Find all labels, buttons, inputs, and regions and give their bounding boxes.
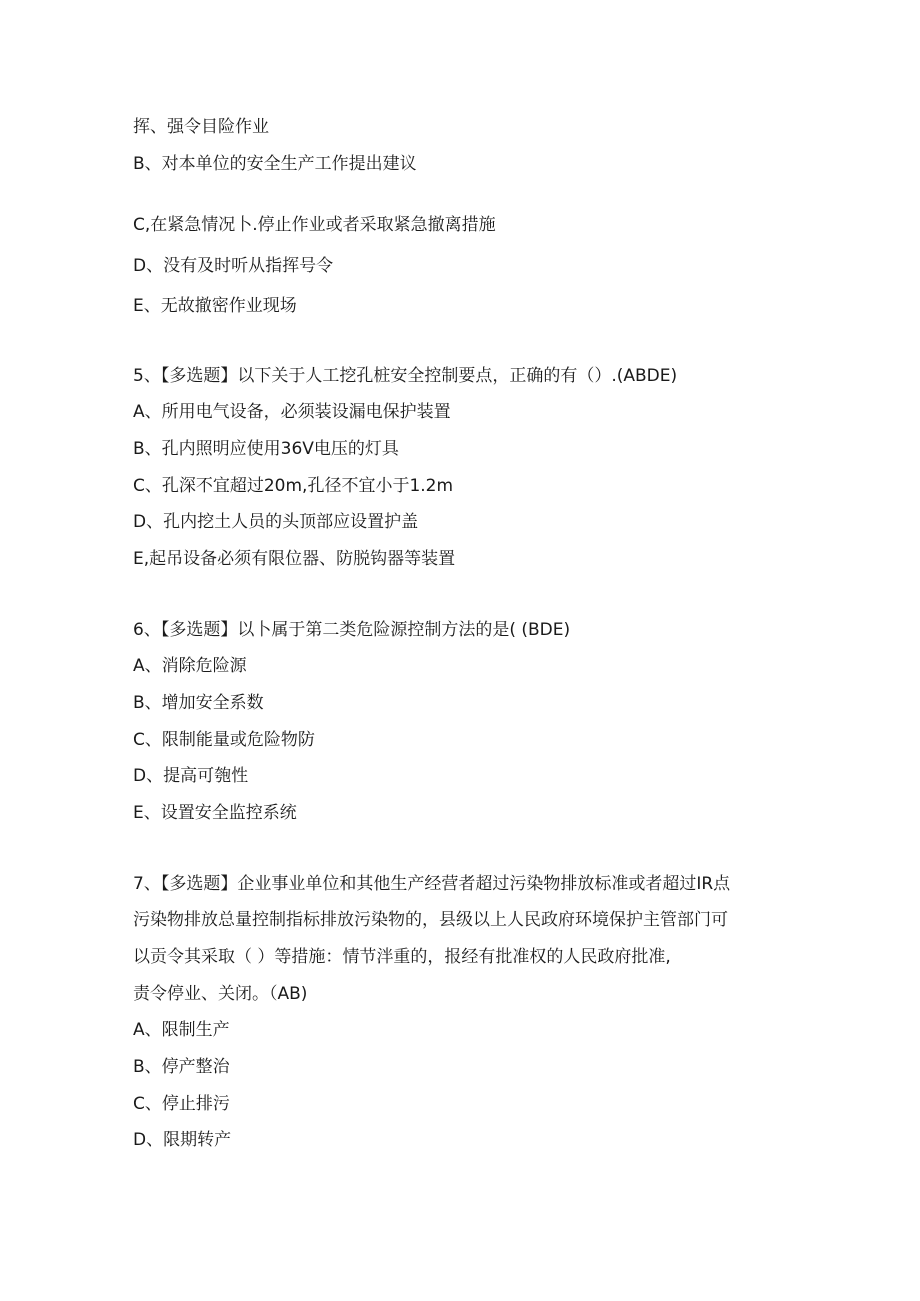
q5-option-d: D、孔内挖土人员的头顶部应设置护盖 [133,512,419,532]
option-d: D、没有及时听从指挥号令 [133,256,334,276]
q6-option-a: A、消除危险源 [133,656,247,676]
question-7-stem-line-4: 责令停业、关闭。（AB) [133,984,308,1004]
q6-option-d: D、提高可匏性 [133,766,249,786]
q6-option-b: B、增加安全系数 [133,693,264,713]
q5-option-a: A、所用电气设备，必须装设漏电保护装置 [133,402,451,422]
q7-option-b: B、停产整治 [133,1057,230,1077]
option-e: E、无故撤密作业现场 [133,296,297,316]
option-b: B、对本单位的安全生产工作提出建议 [133,154,417,174]
question-7-stem-line-3: 以贡令其采取（ ）等措施：情节泮重的，报经有批准权的人民政府批准, [133,947,671,967]
q7-option-a: A、限制生产 [133,1020,230,1040]
q5-option-b: B、孔内照明应使用36V电压的灯具 [133,439,399,459]
question-7-stem-line-2: 污染物排放总量控制指标排放污染物的，县级以上人民政府环境保护主管部门可 [133,910,728,930]
question-6-stem: 6、【多选题】以卜属于第二类危险源控制方法的是( (BDE) [133,620,571,640]
q6-option-c: C、限制能量或危险物防 [133,730,315,750]
q6-option-e: E、设置安全监控系统 [133,803,297,823]
question-7-stem-line-1: 7、【多选题】企业事业单位和其他生产经营者超过污染物排放标准或者超过IR点 [133,874,731,894]
q5-option-e: E,起吊设备必须有限位器、防脱钩器等装置 [133,549,456,569]
q5-option-c: C、孔深不宜超过20m,孔径不宜小于1.2m [133,476,454,496]
q7-option-c: C、停止排污 [133,1094,230,1114]
option-c: C,在紧急情况卜.停止作业或者采取紧急撤离措施 [133,215,496,235]
question-5-stem: 5、【多选题】以下关于人工挖孔桩安全控制要点，正确的有（）.(ABDE) [133,366,678,386]
q7-option-d: D、限期转产 [133,1130,232,1150]
continuation-line: 挥、强令目险作业 [133,117,269,137]
